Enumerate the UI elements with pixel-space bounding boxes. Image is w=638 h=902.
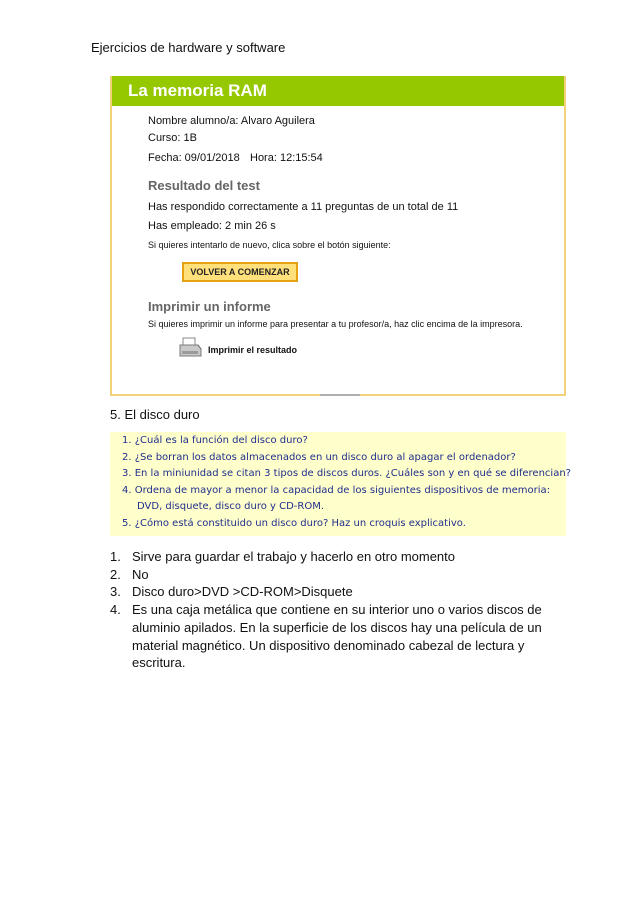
answer-item [110, 548, 560, 566]
print-result-label[interactable]: Imprimir el resultado [208, 345, 298, 355]
test-date: Fecha: 09/01/2018 [148, 152, 240, 164]
retry-hint: Si quieres intentarlo de nuevo, clica sobre el botón siguiente: [148, 240, 391, 250]
answer-item [110, 601, 560, 672]
restart-button[interactable]: VOLVER A COMENZAR [182, 262, 298, 282]
ram-card-title: La memoria RAM [112, 76, 564, 106]
question-item: 3. En la miniunidad se citan 3 tipos de discos duros. ¿Cuáles son y en qué se diferencian? [122, 468, 571, 480]
printer-icon[interactable] [178, 337, 202, 364]
student-name: Nombre alumno/a: Alvaro Aguilera [148, 115, 315, 127]
question-item: 5. ¿Cómo está constituido un disco duro? Haz un croquis explicativo. [122, 517, 466, 529]
answer-number: 4. [110, 602, 121, 618]
answer-text: Sirve para guardar el trabajo y hacerlo en otro momento [132, 549, 456, 564]
print-hint: Si quieres imprimir un informe para presentar a tu profesor/a, haz clic encima de la impresora. [148, 319, 523, 329]
answer-text: Disco duro>DVD >CD-ROM>Disquete [132, 584, 353, 600]
answer-item [110, 566, 560, 584]
course: Curso: 1B [148, 132, 197, 144]
score-line: Has respondido correctamente a 11 preguntas de un total de 11 [148, 201, 459, 213]
answer-number: 2. [110, 566, 121, 582]
answer-list [110, 548, 560, 672]
result-heading: Resultado del test [148, 178, 260, 193]
question-item-continuation: DVD, disquete, disco duro y CD-ROM. [137, 501, 325, 513]
question-box [110, 432, 571, 536]
answer-number: 3. [110, 584, 121, 600]
document-header: Ejercicios de hardware y software [91, 40, 286, 55]
answer-item [110, 583, 560, 601]
question-item: 4. Ordena de mayor a menor la capacidad de los siguientes dispositivos de memoria: [122, 484, 551, 496]
print-result-link[interactable] [178, 339, 297, 361]
print-heading: Imprimir un informe [148, 299, 271, 314]
section-title: 5. El disco duro [110, 407, 200, 422]
answer-text: No [132, 566, 149, 582]
question-item: 1. ¿Cuál es la función del disco duro? [122, 435, 308, 446]
question-list [122, 433, 571, 533]
answer-number: 1. [110, 549, 121, 564]
answer-text: Es una caja metálica que contiene en su interior uno o varios discos de aluminio apilados. En la superficie de los discos hay una película de un material magnético. Un dispositivo denominado cabezal de lectura y escritura. [132, 602, 542, 671]
test-time: Hora: 12:15:54 [250, 152, 323, 164]
time-spent-line: Has empleado: 2 min 26 s [148, 220, 276, 232]
question-item: 2. ¿Se borran los datos almacenados en un disco duro al apagar el ordenador? [122, 451, 516, 463]
ram-test-result-card [110, 76, 566, 396]
card-bottom-mark [320, 394, 360, 396]
